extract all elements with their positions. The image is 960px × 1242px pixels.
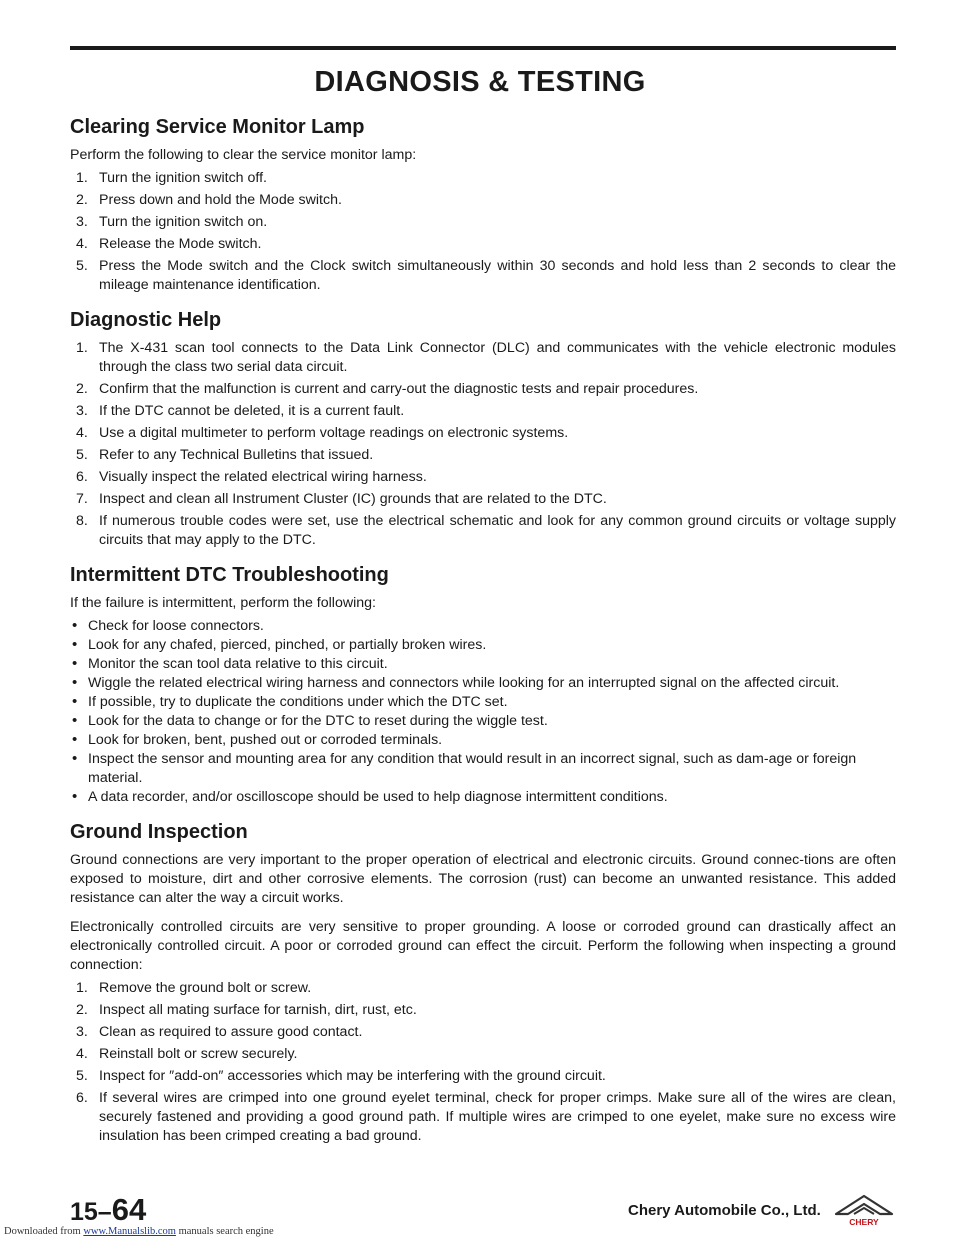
step-item	[70, 424, 896, 443]
bullet-icon: •	[72, 750, 78, 767]
bullet-icon: •	[72, 674, 78, 691]
bullet-item	[70, 617, 896, 636]
step-text: Release the Mode switch.	[99, 236, 262, 252]
bullet-icon: •	[72, 731, 78, 748]
page-number	[70, 1192, 146, 1228]
page-title: DIAGNOSIS & TESTING	[314, 66, 646, 98]
step-text: If several wires are crimped into one ground eyelet terminal, check for proper crimps. Make sure all of the wires are clean, securely fastened and providing a good ground path. If multiple wires are crimped to one eyelet, make sure no excess wire insulation has been crimped creating a bad ground.	[99, 1090, 896, 1144]
step-item	[70, 490, 896, 509]
step-text: Turn the ignition switch off.	[99, 170, 267, 186]
bullet-item	[70, 655, 896, 674]
step-text: Refer to any Technical Bulletins that issued.	[99, 447, 374, 463]
ground-paragraph-2: Electronically controlled circuits are very sensitive to proper grounding. A loose or corroded ground can drastically affect an electronically controlled circuit. A poor or corroded ground can effect the circuit. Perform the following when inspecting a ground connection:	[70, 919, 896, 973]
page-number-prefix: 15–	[70, 1198, 112, 1226]
step-number: 8.	[76, 513, 88, 529]
step-item	[70, 169, 896, 188]
steps-ground	[70, 979, 896, 1146]
step-item	[70, 1089, 896, 1146]
step-text: Confirm that the malfunction is current and carry-out the diagnostic tests and repair procedures.	[99, 381, 699, 397]
step-item	[70, 191, 896, 210]
section-intermittent	[70, 562, 896, 807]
bullet-text: Wiggle the related electrical wiring harness and connectors while looking for an interrupted signal on the affected circuit.	[88, 675, 840, 691]
steps-diagnostic	[70, 339, 896, 550]
bullet-text: Look for the data to change or for the DTC to reset during the wiggle test.	[88, 713, 548, 729]
section-intro-clearing: Perform the following to clear the service monitor lamp:	[70, 147, 417, 163]
step-text: If numerous trouble codes were set, use the electrical schematic and look for any common ground circuits or voltage supply circuits that may apply to the DTC.	[99, 513, 896, 548]
step-item	[70, 380, 896, 399]
step-item	[70, 1045, 896, 1064]
step-number: 2.	[76, 381, 88, 397]
bullet-item	[70, 674, 896, 693]
bullet-icon: •	[72, 788, 78, 805]
manualslib-link[interactable]: www.Manualslib.com	[83, 1226, 176, 1237]
bullet-text: A data recorder, and/or oscilloscope should be used to help diagnose intermittent conditions.	[88, 789, 668, 805]
step-number: 6.	[76, 469, 88, 485]
step-item	[70, 213, 896, 232]
bullet-item	[70, 750, 896, 788]
bullet-icon: •	[72, 712, 78, 729]
bullet-item	[70, 693, 896, 712]
footer-prefix: Downloaded from	[4, 1226, 81, 1237]
company-name: Chery Automobile Co., Ltd.	[628, 1202, 821, 1219]
step-item	[70, 339, 896, 377]
step-text: Clean as required to assure good contact.	[99, 1024, 363, 1040]
step-text: Turn the ignition switch on.	[99, 214, 268, 230]
bullet-item	[70, 636, 896, 655]
step-number: 1.	[76, 340, 88, 356]
step-number: 3.	[76, 403, 88, 419]
bullet-text: Inspect the sensor and mounting area for any condition that would result in an incorrect signal, such as dam-age or foreign material.	[88, 751, 857, 786]
step-text: Press down and hold the Mode switch.	[99, 192, 342, 208]
section-diagnostic	[70, 307, 896, 550]
download-footer	[4, 1226, 274, 1237]
bullet-text: If possible, try to duplicate the conditions under which the DTC set.	[88, 694, 508, 710]
step-item	[70, 257, 896, 295]
step-number: 6.	[76, 1090, 88, 1106]
header-rule	[70, 46, 896, 50]
bullet-icon: •	[72, 693, 78, 710]
bullet-text: Monitor the scan tool data relative to this circuit.	[88, 656, 388, 672]
bullet-item	[70, 788, 896, 807]
step-number: 4.	[76, 1046, 88, 1062]
step-text: Use a digital multimeter to perform voltage readings on electronic systems.	[99, 425, 569, 441]
steps-clearing	[70, 169, 896, 295]
step-item	[70, 402, 896, 421]
section-heading-intermittent: Intermittent DTC Troubleshooting	[70, 564, 389, 586]
step-text: If the DTC cannot be deleted, it is a current fault.	[99, 403, 405, 419]
section-heading-clearing: Clearing Service Monitor Lamp	[70, 116, 365, 138]
step-text: Inspect and clean all Instrument Cluster (IC) grounds that are related to the DTC.	[99, 491, 607, 507]
step-item	[70, 512, 896, 550]
step-item	[70, 468, 896, 487]
footer-suffix: manuals search engine	[178, 1226, 274, 1237]
step-number: 5.	[76, 1068, 88, 1084]
step-number: 1.	[76, 980, 88, 996]
step-text: The X-431 scan tool connects to the Data Link Connector (DLC) and communicates with the vehicle electronic modules through the class two serial data circuit.	[99, 340, 896, 375]
section-heading-diagnostic: Diagnostic Help	[70, 309, 222, 331]
step-text: Inspect for ″add-on″ accessories which may be interfering with the ground circuit.	[99, 1068, 606, 1084]
section-ground	[70, 819, 896, 1146]
step-number: 3.	[76, 214, 88, 230]
bullets-intermittent	[70, 617, 896, 807]
step-item	[70, 446, 896, 465]
step-number: 4.	[76, 425, 88, 441]
step-number: 4.	[76, 236, 88, 252]
step-text: Visually inspect the related electrical wiring harness.	[99, 469, 427, 485]
ground-paragraph-1: Ground connections are very important to the proper operation of electrical and electronic circuits. Ground connec-tions are often exposed to moisture, dirt and other corrosive elements. The corrosion (rust) can become an unwanted resistance. This added resistance can alter the way a circuit works.	[70, 852, 896, 906]
bullet-icon: •	[72, 617, 78, 634]
step-item	[70, 1023, 896, 1042]
bullet-item	[70, 731, 896, 750]
bullet-text: Look for any chafed, pierced, pinched, or partially broken wires.	[88, 637, 487, 653]
step-number: 1.	[76, 170, 88, 186]
bullet-icon: •	[72, 636, 78, 653]
step-number: 2.	[76, 192, 88, 208]
step-item	[70, 1067, 896, 1086]
page-content	[70, 114, 896, 1158]
section-heading-ground: Ground Inspection	[70, 821, 248, 843]
step-number: 5.	[76, 258, 88, 274]
page-number-main: 64	[111, 1192, 147, 1227]
logo-text: CHERY	[849, 1217, 879, 1227]
step-item	[70, 1001, 896, 1020]
step-item	[70, 235, 896, 254]
section-intro-intermittent: If the failure is intermittent, perform the following:	[70, 595, 376, 611]
step-text: Reinstall bolt or screw securely.	[99, 1046, 298, 1062]
bullet-icon: •	[72, 655, 78, 672]
step-number: 3.	[76, 1024, 88, 1040]
bullet-text: Check for loose connectors.	[88, 618, 264, 634]
bullet-text: Look for broken, bent, pushed out or corroded terminals.	[88, 732, 443, 748]
section-clearing	[70, 114, 896, 295]
step-text: Inspect all mating surface for tarnish, dirt, rust, etc.	[99, 1002, 417, 1018]
step-number: 7.	[76, 491, 88, 507]
step-number: 5.	[76, 447, 88, 463]
chery-logo-icon	[832, 1192, 896, 1228]
bullet-item	[70, 712, 896, 731]
step-text: Press the Mode switch and the Clock switch simultaneously within 30 seconds and hold less than 2 seconds to clear the mileage maintenance identification.	[99, 258, 896, 293]
step-text: Remove the ground bolt or screw.	[99, 980, 312, 996]
step-number: 2.	[76, 1002, 88, 1018]
step-item	[70, 979, 896, 998]
